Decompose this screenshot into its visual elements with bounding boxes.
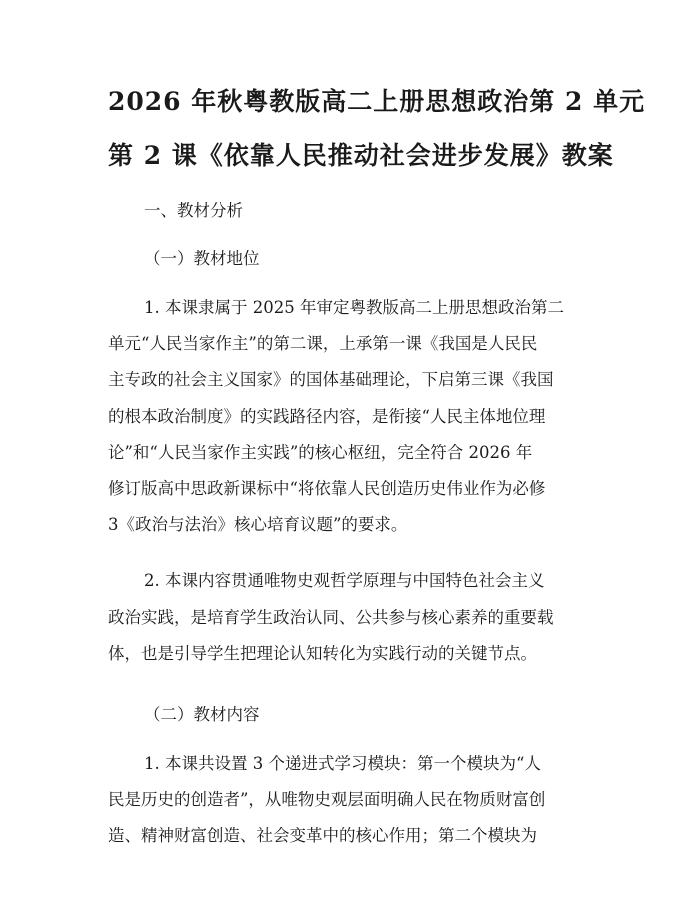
paragraph-content-1 [108, 746, 594, 855]
document-title-line-1: 2026 年秋粤教版高二上册思想政治第 2 单元 [108, 87, 646, 116]
paragraph-line: 的根本政治制度》的实践路径内容，是衔接“人民主体地位理 [108, 406, 546, 426]
paragraph-line: 2. 本课内容贯通唯物史观哲学原理与中国特色社会主义 [144, 571, 545, 591]
paragraph-line: 主专政的社会主义国家》的国体基础理论，下启第三课《我国 [108, 370, 554, 390]
paragraph-line: 1. 本课共设置 3 个递进式学习模块：第一个模块为“人 [144, 754, 541, 774]
subsection-heading-material-content: （二）教材内容 [144, 705, 260, 725]
paragraph-line: 体，也是引导学生把理论认知转化为实践行动的关键节点。 [108, 643, 537, 663]
paragraph-line: 1. 本课隶属于 2025 年审定粤教版高二上册思想政治第二 [144, 298, 564, 317]
subsection-heading-material-status: （一）教材地位 [144, 249, 260, 268]
paragraph-line: 修订版高中思政新课标中“将依靠人民创造历史伟业作为必修 [108, 479, 546, 499]
paragraph-line: 造、精神财富创造、社会变革中的核心作用；第二个模块为 [108, 826, 537, 846]
paragraph-line: 论”和“人民当家作主实践”的核心枢纽，完全符合 2026 年 [108, 442, 533, 462]
paragraph-status-2 [108, 563, 594, 672]
section-heading-material-analysis: 一、教材分析 [144, 201, 243, 220]
paragraph-line: 单元“人民当家作主”的第二课，上承第一课《我国是人民民 [108, 334, 538, 354]
paragraph-status-1 [108, 290, 594, 543]
paragraph-line: 3《政治与法治》核心培育议题”的要求。 [108, 515, 408, 535]
paragraph-line: 民是历史的创造者”，从唯物史观层面明确人民在物质财富创 [108, 790, 546, 810]
paragraph-line: 政治实践，是培育学生政治认同、公共参与核心素养的重要载 [108, 607, 554, 627]
document-title-line-2: 第 2 课《依靠人民推动社会进步发展》教案 [108, 141, 614, 170]
